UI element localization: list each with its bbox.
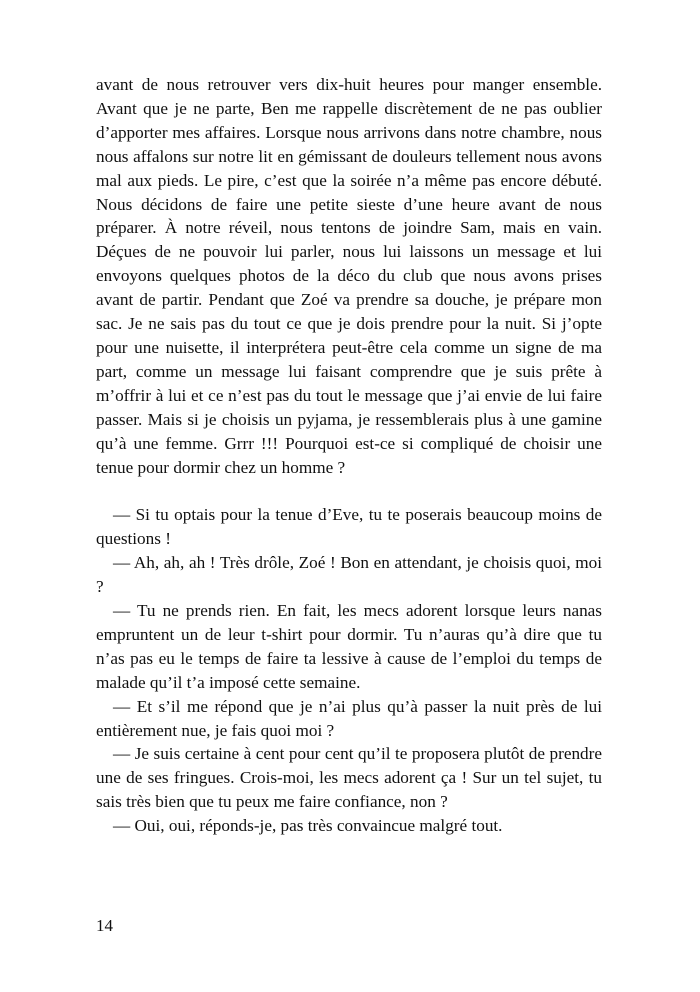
dialogue-line: — Ah, ah, ah ! Très drôle, Zoé ! Bon en attendant, je choisis quoi, moi ?	[96, 553, 602, 597]
dialogue-line: — Si tu optais pour la tenue d’Eve, tu te poserais beaucoup moins de questions !	[96, 505, 602, 549]
section-gap	[96, 479, 602, 503]
dialogue-line: — Et s’il me répond que je n’ai plus qu’à passer la nuit près de lui entièrement nue, je fais quoi moi ?	[96, 696, 602, 740]
dialogue-line: — Je suis certaine à cent pour cent qu’il te proposera plutôt de prendre une de ses fringues. Crois-moi, les mecs adorent ça ! Sur un tel sujet, tu sais très bien que tu peux me faire confiance, non ?	[96, 744, 602, 812]
page-body	[96, 73, 602, 838]
page-number: 14	[96, 916, 113, 935]
narrative-paragraph: avant de nous retrouver vers dix-huit heures pour manger ensemble. Avant que je ne parte, Ben me rappelle discrètement de ne pas oublier d’apporter mes affaires. Lorsque nous arrivons dans notre chambre, nous nous affalons sur notre lit en gémissant de douleurs tellement nous avons mal aux pieds. Le pire, c’est que la soirée n’a même pas encore débuté. Nous décidons de faire une petite sieste d’une heure avant de nous préparer. À notre réveil, nous tentons de joindre Sam, mais en vain. Déçues de ne pouvoir lui parler, nous lui laissons un message et lui envoyons quelques photos de la déco du club que nous avons prises avant de partir. Pendant que Zoé va prendre sa douche, je prépare mon sac. Je ne sais pas du tout ce que je dois prendre pour la nuit. Si j’opte pour une nuisette, il interprétera peut-être cela comme un signe de ma part, comme un message lui faisant comprendre que je suis prête à m’offrir à lui et ce n’est pas du tout le message que j’ai envie de lui faire passer. Mais si je choisis un pyjama, je ressemblerais plus à une gamine qu’à une femme. Grrr !!! Pourquoi est-ce si compliqué de choisir une tenue pour dormir chez un homme ?	[96, 75, 602, 477]
dialogue-line: — Oui, oui, réponds-je, pas très convaincue malgré tout.	[113, 816, 503, 836]
dialogue-line: — Tu ne prends rien. En fait, les mecs adorent lorsque leurs nanas empruntent un de leur t-shirt pour dormir. Tu n’auras qu’à dire que tu n’as pas eu le temps de faire ta lessive à cause de l’emploi du temps de malade qu’il t’a imposé cette semaine.	[96, 601, 602, 692]
